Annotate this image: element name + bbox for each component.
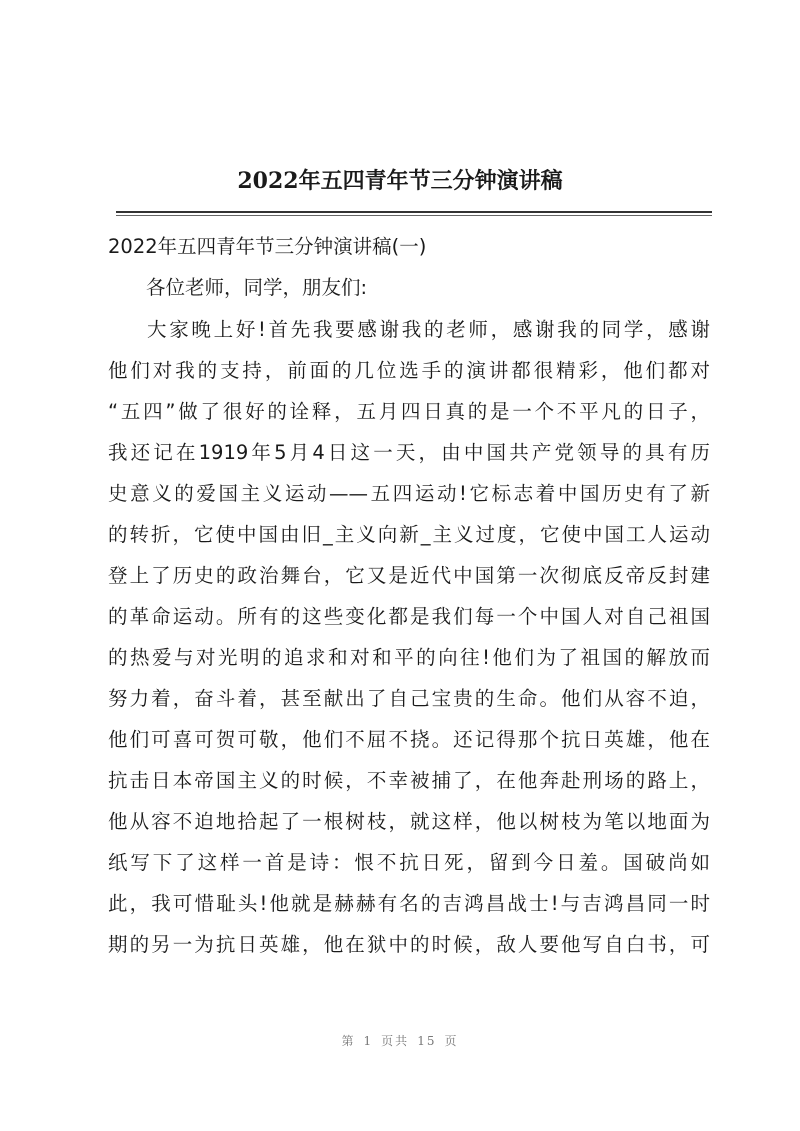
- text-line: 抗击日本帝国主义的时候，不幸被捕了，在他奔赴刑场的路上，: [108, 769, 710, 792]
- text-line: 的转折，它使中国由旧_主义向新_主义过度，它使中国工人运动: [108, 523, 710, 546]
- footer-page-number: 1: [363, 1034, 374, 1048]
- text-line: 的革命运动。所有的这些变化都是我们每一个中国人对自己祖国: [108, 605, 710, 628]
- text-line: 纸写下了这样一首是诗：恨不抗日死，留到今日羞。国破尚如: [108, 851, 710, 874]
- text-line: “五四”做了很好的诠释，五月四日真的是一个不平凡的日子，: [108, 400, 710, 423]
- text-line: 期的另一为抗日英雄，他在狱中的时候，敌人要他写自白书，可: [108, 933, 710, 956]
- footer-middle: 页共: [381, 1034, 410, 1048]
- title-divider-thin: [116, 215, 712, 216]
- text-line: 我还记在1919年5月4日这一天，由中国共产党领导的具有历: [108, 441, 710, 464]
- section-heading: 2022年五四青年节三分钟演讲稿(一): [108, 235, 427, 258]
- footer-prefix: 第: [341, 1034, 356, 1048]
- text-line: 他们对我的支持，前面的几位选手的演讲都很精彩，他们都对: [108, 359, 710, 382]
- text-line: 登上了历史的政治舞台，它又是近代中国第一次彻底反帝反封建: [108, 564, 710, 587]
- footer-suffix: 页: [444, 1034, 459, 1048]
- text-line: 此，我可惜耻头!他就是赫赫有名的吉鸿昌战士!与吉鸿昌同一时: [108, 892, 710, 915]
- text-line: 大家晚上好!首先我要感谢我的老师，感谢我的同学，感谢: [147, 318, 710, 341]
- body-text: [108, 314, 710, 970]
- document-title: 2022年五四青年节三分钟演讲稿: [237, 168, 563, 194]
- text-line: 努力着，奋斗着，甚至献出了自己宝贵的生命。他们从容不迫，: [108, 687, 710, 710]
- text-line: 他们可喜可贺可敬，他们不屈不挠。还记得那个抗日英雄，他在: [108, 728, 710, 751]
- page-footer: [0, 1032, 800, 1049]
- text-line: 史意义的爱国主义运动——五四运动!它标志着中国历史有了新: [108, 482, 710, 505]
- title-divider-thick: [116, 211, 712, 213]
- text-line: 的热爱与对光明的追求和对和平的向往!他们为了祖国的解放而: [108, 646, 710, 669]
- text-line: 他从容不迫地拾起了一根树枝，就这样，他以树枝为笔以地面为: [108, 810, 710, 833]
- greeting-paragraph: 各位老师，同学，朋友们:: [146, 276, 368, 299]
- footer-total-pages: 15: [417, 1034, 437, 1048]
